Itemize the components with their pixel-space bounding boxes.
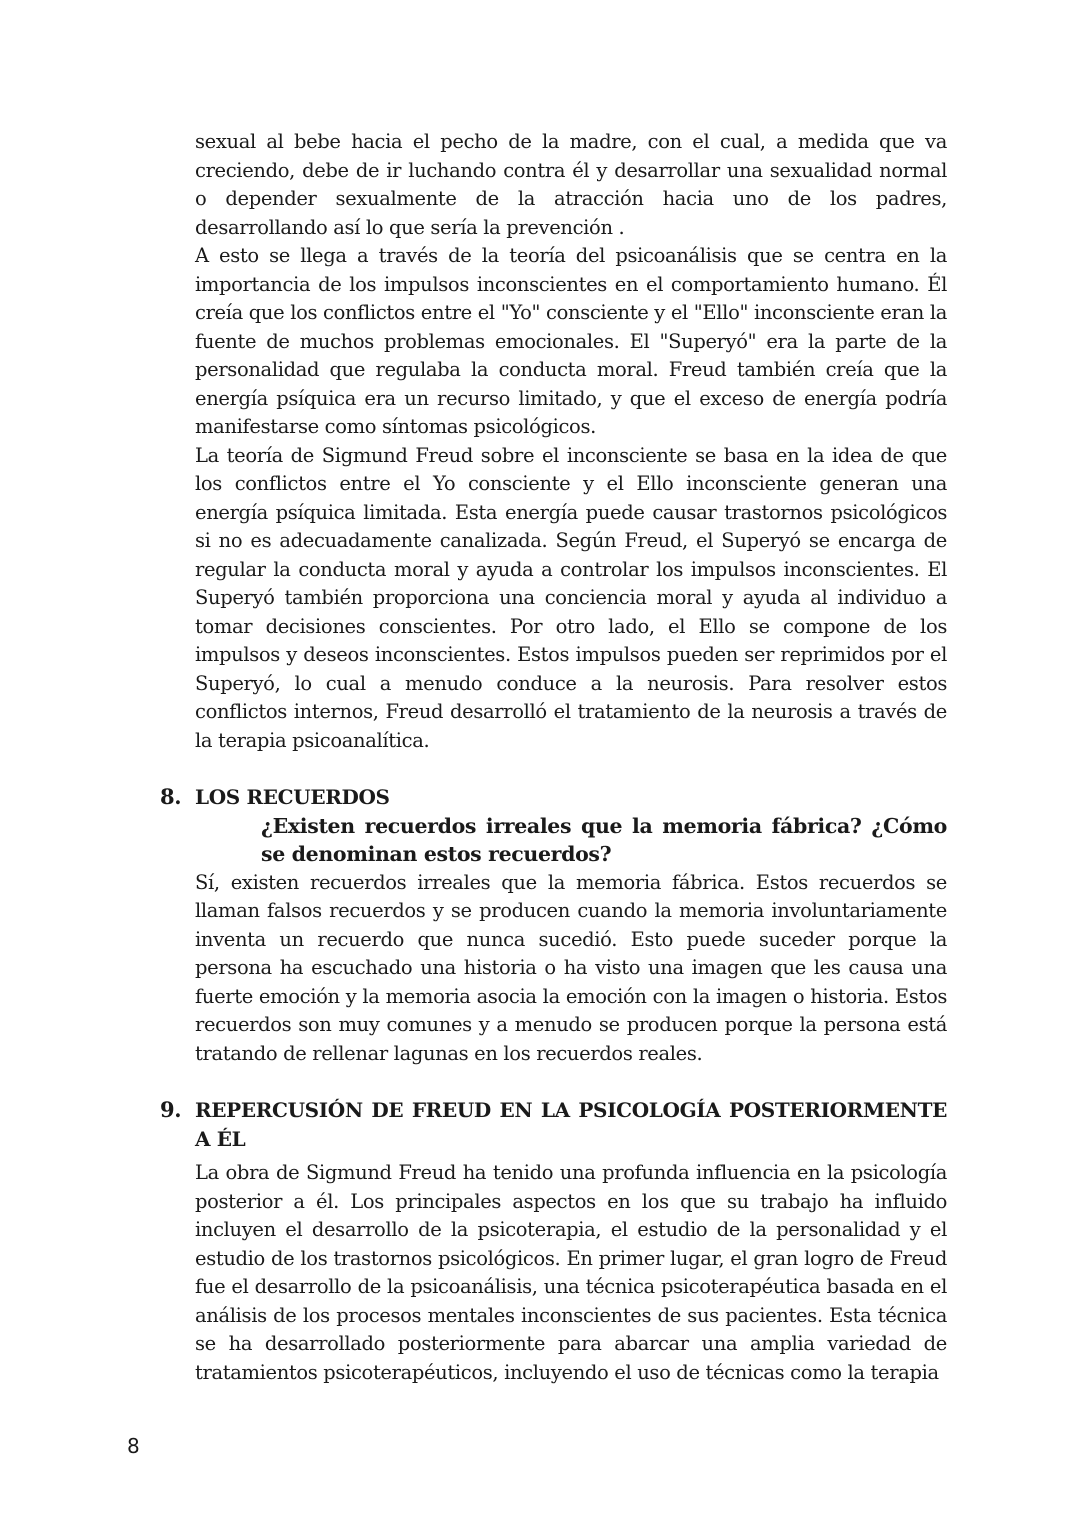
- section-8-title: LOS RECUERDOS: [195, 785, 390, 809]
- document-body: [160, 128, 947, 1387]
- intro-paragraph-3: La teoría de Sigmund Freud sobre el inconsciente se basa en la idea de que los conflictos entre el Yo consciente y el Ello inconsciente generan una energía psíquica limitada. Esta energía puede causar trastornos psicológicos si no es adecuadamente canalizada. Según Freud, el Superyó se encarga de regular la conducta moral y ayuda a controlar los impulsos inconscientes. El Superyó también proporciona una conciencia moral y ayuda al individuo a tomar decisiones conscientes. Por otro lado, el Ello se compone de los impulsos y deseos inconscientes. Estos impulsos pueden ser reprimidos por el Superyó, lo cual a menudo conduce a la neurosis. Para resolver estos conflictos internos, Freud desarrolló el tratamiento de la neurosis a través de la terapia psicoanalítica.: [195, 443, 947, 752]
- section-9-title: REPERCUSIÓN DE FREUD EN LA PSICOLOGÍA POSTERIORMENTE A ÉL: [195, 1098, 947, 1151]
- section-9-number: 9.: [160, 1097, 182, 1122]
- intro-paragraph-2: A esto se llega a través de la teoría del psicoanálisis que se centra en la importancia de los impulsos inconscientes en el comportamiento humano. Él creía que los conflictos entre el "Yo" consciente y el "Ello" inconsciente eran la fuente de muchos problemas emocionales. El "Superyó" era la parte de la personalidad que regulaba la conducta moral. Freud también creía que la energía psíquica era un recurso limitado, y que el exceso de energía podría manifestarse como síntomas psicológicos.: [195, 244, 947, 438]
- section-8-number: 8.: [160, 784, 182, 809]
- page-number: 8: [127, 1434, 140, 1458]
- section-8: [160, 783, 947, 1068]
- section-8-answer: Sí, existen recuerdos irreales que la memoria fábrica. Estos recuerdos se llaman falsos recuerdos y se producen cuando la memoria involuntariamente inventa un recuerdo que nunca sucedió. Esto puede suceder porque la persona ha escuchado una historia o ha visto una imagen que les causa una fuerte emoción y la memoria asocia la emoción con la imagen o historia. Estos recuerdos son muy comunes y a menudo se producen porque la persona está tratando de rellenar lagunas en los recuerdos reales.: [195, 870, 947, 1065]
- section-8-question: ¿Existen recuerdos irreales que la memoria fábrica? ¿Cómo se denominan estos recuerdos?: [261, 813, 947, 866]
- intro-paragraph-1: sexual al bebe hacia el pecho de la madre, con el cual, a medida que va creciendo, debe de ir luchando contra él y desarrollar una sexualidad normal o depender sexualmente de la atracción hacia uno de los padres, desarrollando así lo que sería la prevención .: [195, 130, 947, 239]
- section-9: [160, 1096, 947, 1387]
- section-9-body: La obra de Sigmund Freud ha tenido una profunda influencia en la psicología posterior a él. Los principales aspectos en los que su trabajo ha influido incluyen el desarrollo de la psicoterapia, el estudio de la personalidad y el estudio de los trastornos psicológicos. En primer lugar, el gran logro de Freud fue el desarrollo de la psicoanálisis, una técnica psicoterapéutica basada en el análisis de los procesos mentales inconscientes de sus pacientes. Esta técnica se ha desarrollado posteriormente para abarcar una amplia variedad de tratamientos psicoterapéuticos, incluyendo el uso de técnicas como la terapia: [195, 1161, 947, 1384]
